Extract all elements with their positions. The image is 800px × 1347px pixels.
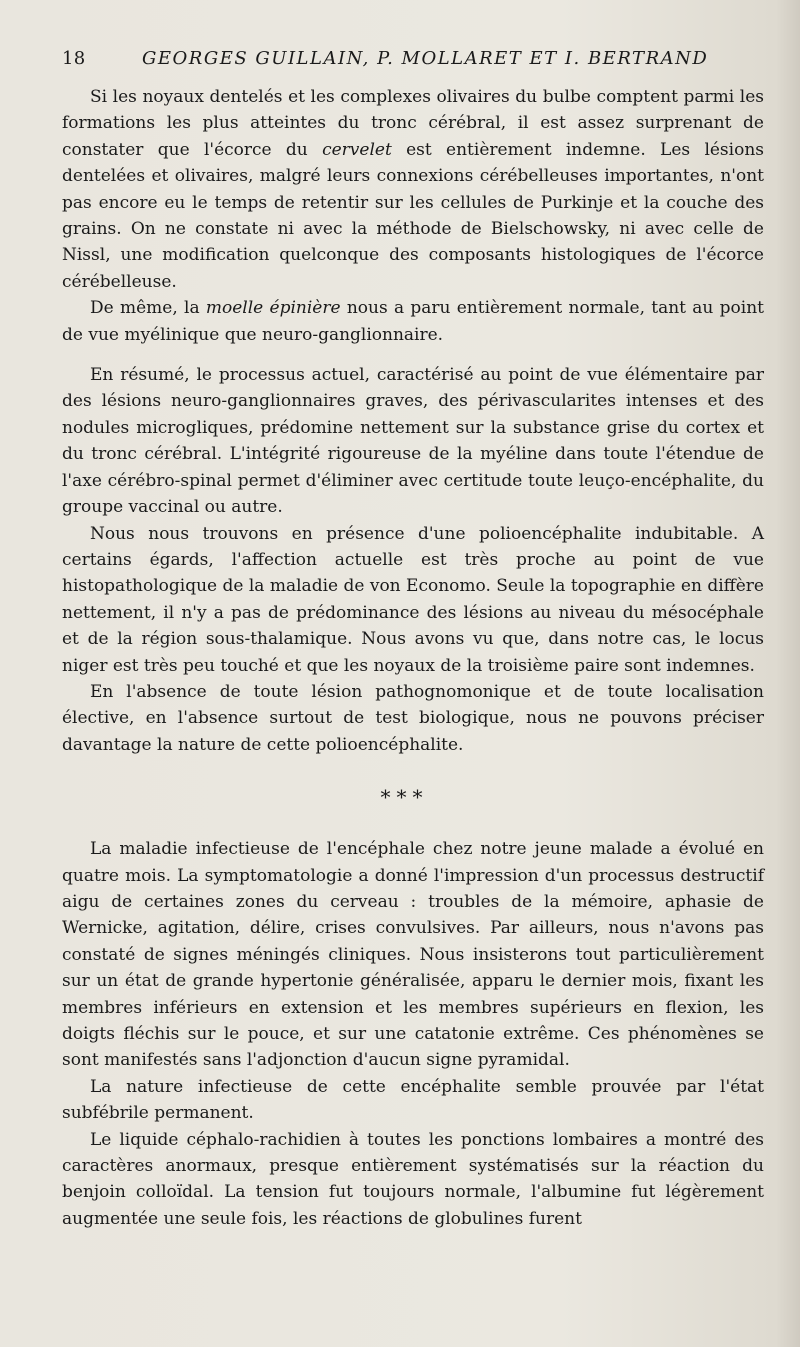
body-text [62,84,764,1232]
paragraph: Nous nous trouvons en présence d'une polioencéphalite indubitable. A certains égards, l'affection actuelle est très proche au point de vue histopathologique de la maladie de von Economo. Seule la topographie en diffère nettement, il n'y a pas de prédominance des lésions au niveau du mésocéphale et de la région sous-thalamique. Nous avons vu que, dans notre cas, le locus niger est très peu touché et que les noyaux de la troisième paire sont indemnes. [62,523,764,676]
page-header [58,44,758,74]
paragraph: La maladie infectieuse de l'encéphale chez notre jeune malade a évolué en quatre mois. La symptomatologie a donné l'impression d'un processus destructif aigu de certaines zones du cerveau : troubles de la mémoire, aphasie de Wernicke, agitation, délire, crises convulsives. Par ailleurs, nous n'avons pas constaté de signes méningés cliniques. Nous insisterons tout particulièrement sur un état de grande hypertonie généralisée, apparu le dernier mois, fixant les membres inférieurs en extension et les membres supérieurs en flexion, les doigts fléchis sur le pouce, et sur une catatonie extrême. Ces phénomènes se sont manifestés sans l'adjonction d'aucun signe pyramidal. [62,839,764,1071]
paragraph: De même, la moelle épinière nous a paru entièrement normale, tant au point de vue myélinique que neuro-ganglionnaire. [62,298,764,345]
emphasis-cervelet: cervelet [322,139,392,160]
running-head: GEORGES GUILLAIN, P. MOLLARET ET I. BERTRAND [142,48,709,69]
page-number: 18 [62,48,86,69]
paragraph: Si les noyaux dentelés et les complexes olivaires du bulbe comptent parmi les formations les plus atteintes du tronc cérébral, il est assez surprenant de constater que l'écorce du cervelet est entièrement indemne. Les lésions dentelées et olivaires, malgré leurs connexions cérébelleuses importantes, n'ont pas encore eu le temps de retentir sur les cellules de Purkinje et la couche des grains. On ne constate ni avec la méthode de Bielschowsky, ni avec celle de Nissl, une modification quelconque des composants histologiques de l'écorce cérébelleuse. [62,87,765,292]
paragraph: La nature infectieuse de cette encéphalite semble prouvée par l'état subfébrile permanent. [62,1076,764,1124]
paragraph: Le liquide céphalo-rachidien à toutes les ponctions lombaires a montré des caractères anormaux, presque entièrement systématisés sur la réaction du benjoin colloïdal. La tension fut toujours normale, l'albumine fut légèrement augmentée une seule fois, les réactions de globulines furent [62,1129,764,1229]
paragraph: En l'absence de toute lésion pathognomonique et de toute localisation élective, en l'absence surtout de test biologique, nous ne pouvons préciser davantage la nature de cette polioencéphalite. [62,681,764,755]
emphasis-moelle-epiniere: moelle épinière [205,298,341,319]
section-separator: * * * [380,785,424,810]
paragraph: En résumé, le processus actuel, caractérisé au point de vue élémentaire par des lésions neuro-ganglionnaires graves, des périvascularites intenses et des nodules microgliques, prédomine nettement sur la substance grise du cortex et du tronc cérébral. L'intégrité rigoureuse de la myéline dans toute l'étendue de l'axe cérébro-spinal permet d'éliminer avec certitude toute leuço-encéphalite, du groupe vaccinal ou autre. [62,365,764,518]
